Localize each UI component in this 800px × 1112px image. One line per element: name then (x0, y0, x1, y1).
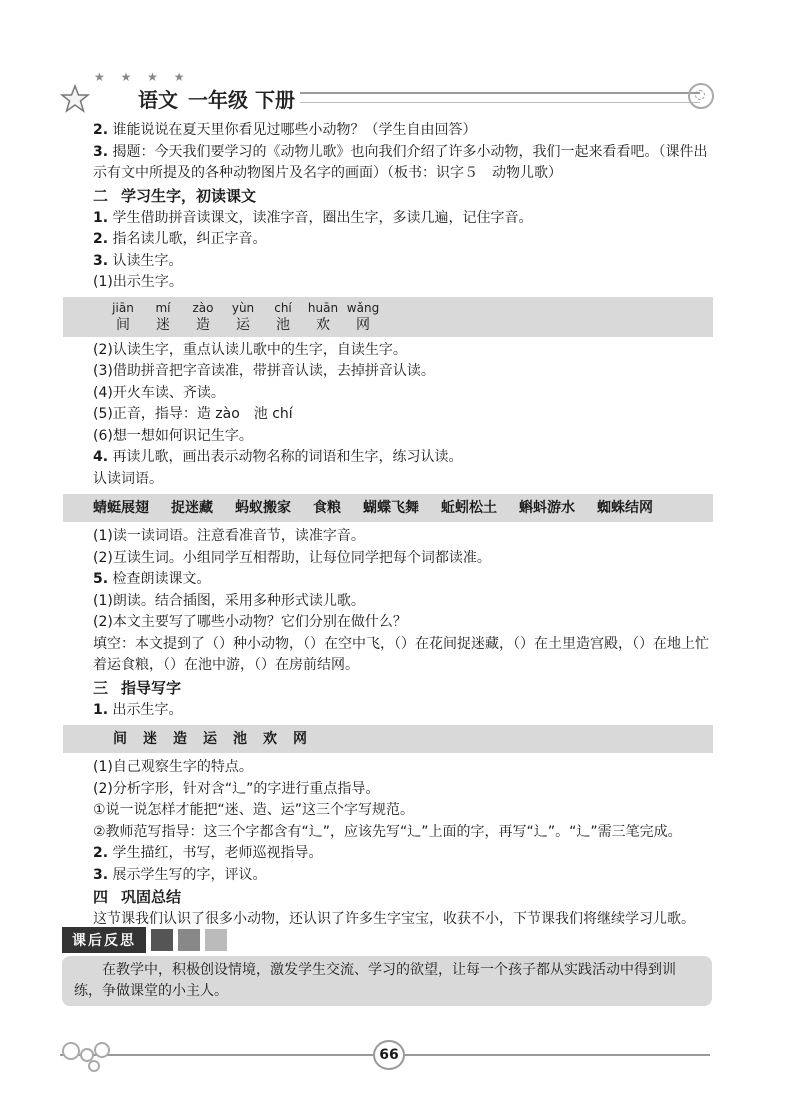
paragraph: (1)出示生字。 (93, 274, 183, 290)
reflection-label: 课后反思 (62, 927, 146, 953)
star-icon (60, 84, 90, 114)
character: 迷 (143, 731, 157, 747)
pinyin: jiān (112, 300, 134, 315)
character: 间 (116, 316, 130, 333)
pinyin: mí (155, 300, 171, 315)
character: 欢 (316, 316, 330, 333)
paragraph: 2. 指名读儿歌，纠正字音。 (93, 231, 267, 247)
paragraph: 2. 谁能说说在夏天里你看见过哪些小动物？（学生自由回答） (93, 122, 477, 138)
page-footer (60, 1036, 720, 1076)
word-list (83, 497, 713, 519)
decorative-stars: ★ ★ ★ ★ (94, 70, 191, 84)
decorative-square (205, 929, 227, 951)
vocabulary-band (63, 494, 713, 522)
paragraph: 1. 学生借助拼音读课文，读准字音，圈出生字，多读几遍，记住字音。 (93, 209, 533, 226)
vocab-word: 捉迷藏 (171, 500, 213, 516)
pinyin-row (103, 300, 713, 316)
vocab-word: 蜻蜓展翅 (93, 500, 149, 516)
paragraph: 1. 出示生字。 (93, 701, 183, 718)
character: 池 (276, 316, 290, 333)
paragraph: (2)认读生字，重点认读儿歌中的生字，自读生字。 (93, 341, 407, 358)
subject-label: 语文 (138, 88, 178, 112)
pinyin: zào (192, 300, 214, 315)
paragraph: (2)本文主要写了哪些小动物？它们分别在做什么？ (93, 614, 407, 630)
book-title (138, 84, 295, 113)
paragraph: 5. 检查朗读课文。 (93, 571, 211, 587)
page-header (60, 70, 720, 120)
section-heading: 二 学习生字，初读课文 (93, 186, 257, 205)
paragraph: (1)自己观察生字的特点。 (93, 759, 253, 775)
writing-characters-band (63, 725, 713, 753)
character: 池 (233, 731, 247, 747)
vocab-word: 蚯蚓松土 (441, 500, 497, 516)
pinyin: chí (274, 300, 292, 315)
paragraph: ①说一说怎样才能把“迷、造、运”这三个字写规范。 (93, 802, 415, 818)
paragraph: (2)分析字形，针对含“辶”的字进行重点指导。 (93, 780, 380, 797)
new-characters-band (63, 297, 713, 337)
vocab-word: 蝴蝶飞舞 (363, 500, 419, 516)
vocab-word: 蜘蛛结网 (597, 500, 653, 516)
paragraph: (1)朗读。结合插图，采用多种形式读儿歌。 (93, 592, 365, 609)
character: 运 (236, 316, 250, 333)
character: 运 (203, 731, 217, 747)
paragraph: ②教师范写指导：这三个字都含有“辶”，应该先写“辶”上面的字，再写“辶”。“辶”需三笔完成。 (93, 823, 682, 840)
paragraph: 3. 认读生字。 (93, 252, 183, 269)
character-row (103, 316, 713, 334)
vocab-word: 蚂蚁搬家 (235, 500, 291, 516)
paragraph: (6)想一想如何识记生字。 (93, 427, 253, 444)
paragraph: 3. 揭题：今天我们要学习的《动物儿歌》也向我们介绍了许多小动物，我们一起来看看吧。（课件出示有文中所提及的各种动物图片及名字的画面）（板书：识字５ 动物儿歌） (93, 143, 708, 181)
header-rule (300, 92, 700, 103)
paragraph: 这节课我们认识了很多小动物，还认识了许多生字宝宝，收获不小，下节课我们将继续学习儿歌。 (93, 911, 695, 927)
character: 欢 (263, 731, 277, 747)
paragraph: (2)互读生词。小组同学互相帮助，让每位同学把每个词都读准。 (93, 549, 491, 566)
paragraph: (4)开火车读、齐读。 (93, 384, 225, 401)
page-number: 66 (373, 1040, 405, 1070)
paragraph: 2. 学生描红，书写，老师巡视指导。 (93, 845, 323, 861)
character: 迷 (156, 316, 170, 333)
vocab-word: 食粮 (313, 500, 341, 516)
header-circle-ornament (688, 83, 714, 109)
character: 造 (173, 731, 187, 747)
section-heading: 三 指导写字 (93, 678, 182, 697)
character: 间 (113, 731, 127, 747)
paragraph: (5)正音，指导：造 zào 池 chí (93, 406, 293, 422)
pinyin: wǎng (346, 300, 380, 315)
section-heading: 四 巩固总结 (93, 888, 182, 906)
decorative-square (178, 929, 200, 951)
paragraph: (3)借助拼音把字音读准，带拼音认读，去掉拼音认读。 (93, 363, 435, 379)
decorative-square (151, 929, 173, 951)
character: 造 (196, 316, 210, 333)
reflection-text: 在教学中，积极创设情境，激发学生交流、学习的欲望，让每一个孩子都从实践活动中得到训练，争做课堂的小主人。 (74, 962, 676, 999)
fill-in-blank: 填空：本文提到了（）种小动物，（）在空中飞，（）在花间捉迷藏，（）在土里造宫殿，（）在地上忙着运食粮，（）在池中游，（）在房前结网。 (93, 635, 709, 673)
reflection-box (62, 956, 712, 1006)
character: 网 (293, 731, 307, 747)
paragraph: (1)读一读词语。注意看准音节，读准字音。 (93, 528, 365, 544)
grade-label: 一年级 下册 (188, 88, 295, 112)
paragraph: 3. 展示学生写的字，评议。 (93, 866, 267, 883)
pinyin: yùn (231, 300, 255, 315)
paragraph: 认读词语。 (93, 470, 163, 487)
paragraph: 4. 再读儿歌，画出表示动物名称的词语和生字，练习认读。 (93, 449, 463, 465)
reflection-header (62, 928, 227, 952)
character: 网 (356, 316, 370, 333)
character-row (103, 728, 713, 750)
pinyin: huān (307, 300, 339, 315)
lesson-content (93, 120, 713, 931)
vocab-word: 蝌蚪游水 (519, 500, 575, 516)
